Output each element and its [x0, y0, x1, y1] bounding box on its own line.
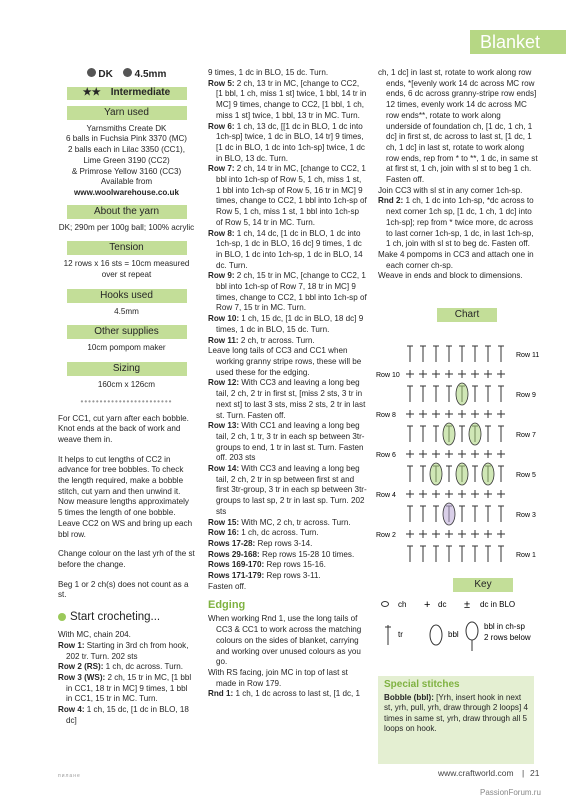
yarn-line: Yarnsmiths Create DK: [86, 123, 167, 133]
pattern-row: [208, 314, 368, 335]
special-stitch-text: [384, 693, 528, 735]
site-url[interactable]: www.craftworld.com: [438, 768, 514, 778]
note: Beg 1 or 2 ch(s) does not count as a st.: [58, 579, 189, 600]
pattern-row: [208, 539, 368, 550]
row-label: Row 6:: [208, 121, 237, 131]
edging-row: [378, 68, 538, 186]
sizing-heading: Sizing: [67, 362, 187, 376]
row-label: Row 16:: [208, 528, 242, 538]
about-yarn-heading: About the yarn: [67, 205, 187, 219]
key-ch: ch: [398, 600, 407, 609]
hooks-heading: Hooks used: [67, 289, 187, 303]
pattern-row: [58, 705, 195, 726]
chart-row-label-right: Row 1: [516, 552, 536, 559]
row-label: Rows 169-170:: [208, 560, 267, 570]
footer-separator: |: [522, 768, 525, 778]
intro: With MC, chain 204.: [58, 630, 131, 640]
yarn-line: 6 balls in Fuchsia Pink 3370 (MC): [65, 134, 187, 144]
row-text: 2 ch, 14 tr in MC, [change to CC2, 1 bbl into 1ch-sp of Row 5, 1 ch, miss 1 st, 1 bbl into 1ch-sp of Row 5, 16 tr in MC] 9 times, change to CC2, 1 bbl into 1ch-sp of Row 5, 1 ch, miss 1 st, 1 bbl into 1ch-sp of Row 5, 14 tr in MC. Turn.: [216, 164, 367, 227]
bbl-ch-sp-symbol-icon: [466, 622, 478, 640]
stitch-key: [376, 593, 536, 673]
row-label: Row 1:: [58, 640, 87, 650]
watermark: PassionForum.ru: [480, 788, 541, 797]
pattern-row: [208, 421, 368, 464]
pattern-row: [58, 662, 195, 673]
pattern-row: [208, 122, 368, 165]
start-rows: [58, 641, 195, 727]
row-label: Row 9:: [208, 271, 237, 281]
chart-row-label-right: Row 7: [516, 432, 536, 439]
row-label: Row 12:: [208, 378, 242, 388]
pattern-row: [208, 582, 368, 593]
pattern-row: [208, 271, 368, 314]
row-label: Rows 17-28:: [208, 538, 258, 548]
row-label: Row 10:: [208, 314, 242, 324]
yarn-line: & Primrose Yellow 3160 (CC3): [71, 166, 182, 176]
row-label: Row 3 (WS):: [58, 672, 108, 682]
key-dc-blo: dc in BLO: [480, 600, 516, 609]
pattern-row: [208, 464, 368, 518]
yarn-used-heading: Yarn used: [67, 106, 187, 120]
bobble-mark: [482, 463, 494, 485]
row-text: With CC1 and leaving a long beg tail, 2 ch, 1 tr, 3 tr in each sp between 3tr-groups to end, 1 tr in last st. Turn. Fasten off. 203 sts: [216, 421, 365, 463]
hook-icon: [123, 68, 132, 77]
bullet-icon: [58, 613, 66, 621]
start-heading-text: Start crocheting...: [70, 611, 161, 624]
key-heading: Key: [453, 578, 513, 592]
pattern-row: [208, 164, 368, 228]
row-text: Fasten off.: [208, 581, 247, 591]
chart-row-label-left: Row 10: [376, 372, 400, 379]
tiny-caption: пилане: [58, 773, 81, 779]
yarn-weight-icon: [87, 68, 96, 77]
edging-row: [208, 689, 368, 700]
level: Intermediate: [110, 86, 171, 98]
dc-symbol-icon: +: [424, 599, 431, 611]
pattern-row: [208, 346, 368, 378]
page-number: 21: [530, 768, 540, 778]
row-label: Row 8:: [208, 228, 237, 238]
column-3: [378, 68, 538, 282]
row-text: 9 times, 1 dc in BLO, 15 dc. Turn.: [208, 68, 329, 77]
row-label: Row 4:: [58, 705, 87, 715]
row-text: Weave in ends and block to dimensions.: [378, 271, 523, 281]
row-text: 2 ch, tr across. Turn.: [240, 335, 315, 345]
chart-row-label-left: Row 2: [376, 532, 396, 539]
row-text: With MC, 2 ch, tr across. Turn.: [241, 517, 351, 527]
pattern-row: [208, 518, 368, 529]
sizing-text: 160cm x 126cm: [97, 380, 156, 390]
bobble-description: [Yrh, insert hook in next st, yrh, pull, yrh, draw through 2 loops] 4 times in same st, yrh, draw through all 5 loops on hook.: [384, 692, 528, 733]
edging-row: [378, 250, 538, 271]
row-label: Row 15:: [208, 517, 242, 527]
tension-heading: Tension: [67, 241, 187, 255]
stitch-chart: [376, 326, 540, 566]
yarn-used-lines: [58, 124, 195, 199]
key-tr: tr: [398, 630, 403, 639]
pattern-row: [208, 528, 368, 539]
row-text: When working Rnd 1, use the long tails of CC3 & CC1 to work across the matching colours on the sides of blanket, carrying and working over unused colours as you go.: [208, 614, 362, 667]
column-2: [208, 68, 368, 700]
row-label: Row 13:: [208, 421, 242, 431]
about-yarn-text: DK; 290m per 100g ball; 100% acrylic: [58, 222, 195, 232]
special-stitches-box: [378, 676, 534, 764]
edging-row: [208, 614, 368, 668]
note: Change colour on the last yrh of the st before the change.: [58, 549, 195, 569]
column-1: [58, 68, 195, 726]
row-text: Rep rows 3-11.: [266, 571, 321, 581]
chart-row-label-left: Row 4: [376, 492, 396, 499]
bobble-mark: [469, 423, 481, 445]
yarn-line: 2 balls each in Lilac 3350 (CC1),: [68, 145, 185, 155]
pattern-row: [208, 79, 368, 122]
key-rows-below: 2 rows below: [484, 633, 531, 642]
row-text: 2 ch, 15 tr in MC, [1 bbl in CC1, 18 tr in MC] 9 times, 1 bbl in CC1, 15 tr in MC. Turn.: [66, 672, 192, 704]
pattern-row: [58, 673, 195, 705]
other-supplies-heading: Other supplies: [67, 325, 187, 339]
divider: ••••••••••••••••••••••••: [80, 396, 173, 406]
chart-row-label-right: Row 3: [516, 512, 536, 519]
row-text: 1 ch, 15 dc, [1 dc in BLO, 18 dc]: [66, 705, 189, 725]
hooks-text: 4.5mm: [114, 306, 139, 316]
note: It helps to cut lengths of CC2 in advance for tree bobbles. To check the length required, make a bobble stitch, cut yarn and then unwind it. Now measure lengths approximately 5 times the length of one bobble. Leave CC2 on WS and bring up each bbl row.: [58, 454, 193, 539]
pattern-row: [208, 560, 368, 571]
row-label: Row 5:: [208, 78, 237, 88]
key-dc: dc: [438, 600, 447, 609]
pattern-row: [208, 550, 368, 561]
pattern-row: [208, 229, 368, 272]
row-text: With CC3 and leaving a long beg tail, 2 ch, 2 tr in sp between first st and first 3tr-group, 3 tr in each sp between 3tr-groups to last sp, 2 tr in last sp. Turn. 202 sts: [216, 464, 367, 516]
row-text: Starting in 3rd ch from hook, 202 tr. Turn. 202 sts: [66, 640, 189, 661]
rows-list: [208, 68, 368, 592]
row-label: Rnd 1:: [208, 689, 236, 699]
row-text: 1 ch, 1 dc across to last st, [1 dc, 1: [235, 689, 361, 699]
pattern-row: [208, 571, 368, 582]
row-text: With CC3 and leaving a long beg tail, 2 ch, 2 tr in first st, [miss 2 sts, 3 tr in next st] to last 3 sts, miss 2 sts, 2 tr in last st. Turn. Fasten off.: [216, 378, 366, 420]
row-text: Rep rows 3-14.: [257, 538, 313, 548]
bobble-mark: [443, 423, 455, 445]
bobble-mark: [443, 503, 455, 525]
edging-continued: [378, 68, 538, 282]
other-supplies-text: 10cm pompom maker: [87, 343, 166, 353]
woolwarehouse-link[interactable]: www.woolwarehouse.co.uk: [74, 187, 179, 197]
yarn-weight: DK: [98, 69, 113, 80]
row-text: 1 ch, dc across. Turn.: [241, 528, 319, 538]
hook-size: 4.5mm: [134, 69, 167, 80]
bobble-label: Bobble (bbl):: [384, 692, 434, 702]
row-text: 1 ch, 1 dc into 1ch-sp, *dc across to next corner 1ch sp, [1 dc, 1 ch, 1 dc] into 1ch-sp]; rep from * twice more, dc across to last corner 1ch-sp, 1 dc, in last 1ch-sp, 1 ch, join with sl st to beg dc. Fasten off.: [386, 196, 534, 249]
key-bbl-ch-sp: bbl in ch-sp: [484, 622, 525, 631]
level-line: [67, 87, 187, 100]
row-text: Rep rows 15-16.: [266, 560, 326, 570]
chart-row-label-right: Row 9: [516, 392, 536, 399]
row-text: 1 ch, 13 dc, [[1 dc in BLO, 1 dc into 1ch-sp] twice, 1 dc in BLO, 14 tr] 9 times, [1 dc in BLO, 1 dc into 1ch-sp] twice, 1 dc in BLO, 13 dc. Turn.: [216, 121, 365, 163]
row-text: 2 ch, 13 tr in MC, [change to CC2, [1 bbl, 1 ch, miss 1 st] twice, 1 bbl, 14 tr in MC] 9 times, change to CC2, [1 bbl, 1 ch, miss 1 st] twice, 1 bbl, 13 tr in MC. Turn.: [216, 78, 367, 120]
row-text: Make 4 pompoms in CC3 and attach one in each corner ch-sp.: [378, 249, 534, 270]
dc-blo-symbol-icon: ±: [464, 599, 471, 611]
row-label: Row 7:: [208, 164, 237, 174]
edging-heading: Edging: [208, 599, 246, 612]
star-icon: ★★: [82, 86, 101, 98]
row-text: 2 ch, 15 tr in MC, [change to CC2, 1 bbl into 1ch-sp of Row 7, 18 tr in MC] 9 times, change to CC2, 1 bbl into 1ch-sp of Row 7, 15 tr in MC. Turn.: [216, 271, 367, 313]
chart-heading: Chart: [437, 308, 497, 322]
row-label: Row 14:: [208, 464, 242, 474]
row-text: 1 ch, 14 dc, [1 dc in BLO, 1 dc into 1ch-sp, 1 dc in BLO, 16 dc] 9 times, 1 dc in BLO, 1 dc into 1ch-sp, 1 dc in BLO, 14 dc. Turn.: [216, 228, 363, 270]
special-stitches-heading: Special stitches: [384, 679, 460, 690]
ch-symbol-icon: [382, 602, 389, 607]
yarn-line: Lime Green 3190 (CC2): [83, 155, 170, 165]
bobble-mark: [430, 463, 442, 485]
blanket-tab: Blanket: [470, 30, 566, 54]
note: For CC1, cut yarn after each bobble. Knot ends at the back of work and weave them in.: [58, 413, 189, 444]
row-label: Row 2 (RS):: [58, 662, 106, 672]
row-label: Rows 171-179:: [208, 571, 267, 581]
row-text: ch, 1 dc] in last st, rotate to work along row ends, *[evenly work 14 dc across MC row ends, 6 dc across granny-stripe row ends] 12 times, evenly work 14 dc across MC row ends**, rotate to work along underside of foundation ch, [1 dc, 1 ch, 1 dc] in first st, dc across to last st, [1 dc, 1 ch, 1 dc] in last st, rotate to work along row ends, rep from * to **, 1 dc, in same st at first st, 1 ch, join with sl st to beg 1 ch. Fasten off.: [378, 68, 538, 185]
chart-row-label-right: Row 5: [516, 472, 536, 479]
tension-text: 12 rows x 16 sts = 10cm measured over st repeat: [63, 259, 190, 280]
edging-row: [378, 271, 538, 282]
bbl-symbol-icon: [430, 625, 442, 645]
row-text: Rep rows 15-28 10 times.: [261, 549, 355, 559]
key-bbl: bbl: [448, 630, 459, 639]
edging-row: [378, 196, 538, 250]
pattern-row: [208, 68, 368, 79]
chart-row-label-left: Row 6: [376, 452, 396, 459]
edging-list: [208, 614, 368, 700]
row-label: Rows 29-168:: [208, 549, 262, 559]
bobble-mark: [456, 463, 468, 485]
pattern-row: [208, 378, 368, 421]
row-text: Leave long tails of CC3 and CC1 when working granny stripe rows, these will be used these for the edging.: [208, 346, 362, 377]
row-text: With RS facing, join MC in top of last st made in Row 179.: [208, 667, 348, 688]
yarn-line: Available from: [100, 177, 153, 187]
spec-line: [58, 68, 195, 81]
bobble-mark: [456, 383, 468, 405]
edging-row: [208, 668, 368, 689]
row-label: Row 11:: [208, 335, 241, 345]
row-text: Join CC3 with sl st in any corner 1ch-sp.: [378, 185, 523, 195]
chart-row-label-right: Row 11: [516, 352, 540, 359]
row-text: 1 ch, dc across. Turn.: [105, 662, 184, 672]
row-label: Rnd 2:: [378, 196, 406, 206]
start-heading: [58, 610, 195, 624]
row-text: 1 ch, 15 dc, [1 dc in BLO, 18 dc] 9 times, 1 dc in BLO, 15 dc. Turn.: [216, 314, 364, 334]
chart-row-label-left: Row 8: [376, 412, 396, 419]
pattern-row: [208, 336, 368, 347]
pattern-row: [58, 641, 195, 662]
edging-row: [378, 186, 538, 197]
